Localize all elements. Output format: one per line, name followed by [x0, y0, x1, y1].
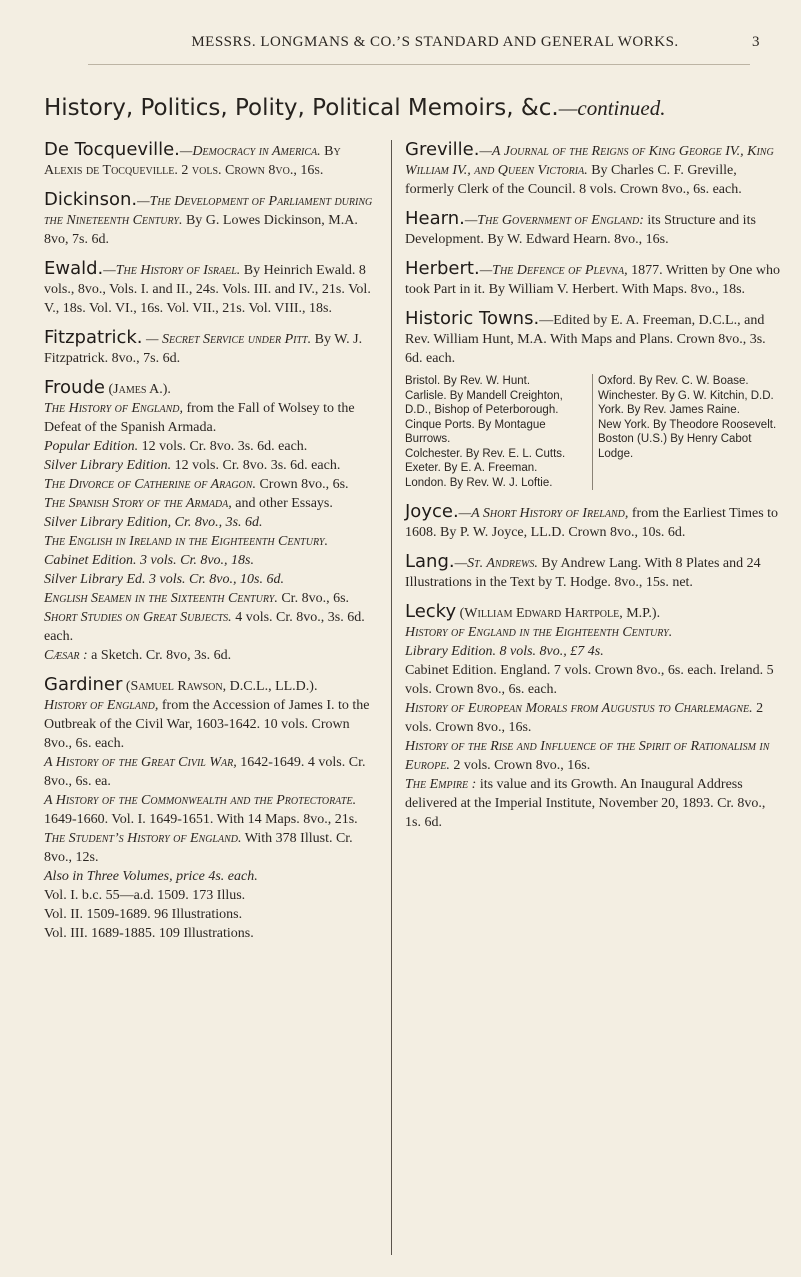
- book-text: 4 vols. Cr. 8vo., 3s. 6d. each.: [44, 610, 365, 644]
- entry-body: 1877. Written by One who took Part in it. By William V. Herbert. With Maps. 8vo., 18s.: [405, 263, 780, 297]
- entry-title: —The Development of Parliament during the Nineteenth Century.: [44, 194, 373, 228]
- entry-body: from the Earliest Times to 1608. By P. W. Joyce, LL.D. Crown 8vo., 10s. 6d.: [405, 506, 779, 540]
- entry-head: Herbert.: [405, 258, 480, 279]
- book-text: Crown 8vo., 6s.: [255, 477, 349, 492]
- edition-text: 12 vols. Cr. 8vo. 3s. 6d. each.: [138, 439, 308, 454]
- book-text: a Sketch. Cr. 8vo, 3s. 6d.: [87, 648, 232, 663]
- section-title-text: History, Politics, Polity, Political Memoirs, &c.: [44, 95, 559, 121]
- entry-head: Greville.: [405, 139, 480, 160]
- entry-body: By Charles C. F. Greville, formerly Clerk of the Council. 8 vols. Crown 8vo., 6s. each.: [405, 163, 742, 197]
- right-column: [405, 140, 781, 842]
- entry-author: (William Edward Hartpole, M.P.).: [456, 606, 661, 621]
- town-item: London. By Rev. W. J. Loftie.: [405, 476, 553, 489]
- entry-head: Hearn.: [405, 208, 465, 229]
- book-title: History of European Morals from Augustus to Charlemagne.: [405, 701, 753, 716]
- book-text: 1642-1649. 4 vols. Cr. 8vo., 6s. ea.: [44, 755, 366, 789]
- book-text: With 378 Illust. Cr. 8vo., 12s.: [44, 831, 353, 865]
- entry-head: De Tocqueville.: [44, 139, 180, 160]
- book-title: History of England in the Eighteenth Century.: [405, 625, 673, 640]
- entry-historic-towns: [405, 309, 781, 490]
- book-text: from the Accession of James I. to the Outbreak of the Civil War, 1603-1642. 10 vols. Crown 8vo., 6s. each.: [44, 698, 370, 751]
- edition-text: Cabinet Edition. England. 7 vols. Crown 8vo., 6s. each. Ireland. 5 vols. Crown 8vo., 6s. each.: [405, 663, 774, 697]
- entry-lang: [405, 552, 781, 592]
- entry-head: Dickinson.: [44, 189, 138, 210]
- entry-ewald: [44, 259, 376, 318]
- town-item: New York. By Theodore Roosevelt.: [598, 418, 777, 431]
- edition-text: Library Edition. 8 vols. 8vo., £7 4s.: [405, 644, 604, 659]
- book-title: A History of the Great Civil War,: [44, 755, 237, 770]
- entry-head: Fitzpatrick.: [44, 327, 143, 348]
- book-title: The Divorce of Catherine of Aragon.: [44, 477, 256, 492]
- book-text: its value and its Growth. An Inaugural Address delivered at the Imperial Institute, November 20, 1893. Cr. 8vo., 1s. 6d.: [405, 777, 766, 830]
- page-number: 3: [752, 34, 760, 50]
- entry-tocqueville: [44, 140, 376, 180]
- edition-text: Also in Three Volumes, price 4s. each.: [44, 869, 258, 884]
- entry-body: By W. J. Fitzpatrick. 8vo., 7s. 6d.: [44, 332, 363, 366]
- entry-dickinson: [44, 190, 376, 249]
- entry-title: —The History of Israel.: [103, 263, 241, 278]
- towns-column-1: [405, 374, 593, 490]
- entry-title: —The Government of England:: [464, 213, 644, 228]
- header-rule: [88, 64, 750, 65]
- volume-line: Vol. II. 1509-1689. 96 Illustrations.: [44, 907, 243, 922]
- entry-hearn: [405, 209, 781, 249]
- book-text: Cr. 8vo., 6s.: [277, 591, 350, 606]
- book-text: 2 vols. Crown 8vo., 16s.: [449, 758, 591, 773]
- entry-author: (Samuel Rawson, D.C.L., LL.D.).: [122, 679, 318, 694]
- town-item: Carlisle. By Mandell Creighton, D.D., Bishop of Peterborough.: [405, 389, 563, 416]
- entry-body: By Andrew Lang. With 8 Plates and 24 Illustrations in the Text by T. Hodge. 8vo., 15s. net.: [405, 556, 761, 590]
- edition-text: 12 vols. Cr. 8vo. 3s. 6d. each.: [171, 458, 341, 473]
- edition-text: Silver Library Edition, Cr. 8vo., 3s. 6d.: [44, 515, 263, 530]
- entry-head: Lang.: [405, 551, 455, 572]
- book-title: The Spanish Story of the Armada,: [44, 496, 232, 511]
- book-title: The Empire :: [405, 777, 477, 792]
- book-title: History of England,: [44, 698, 159, 713]
- entry-desc: from the Fall of Wolsey to the Defeat of the Spanish Armada.: [44, 401, 355, 435]
- entry-body: By Alexis de Tocqueville. 2 vols. Crown 8vo., 16s.: [44, 144, 341, 178]
- entry-head: Gardiner: [44, 674, 123, 695]
- book-text: 1649-1660. Vol. I. 1649-1651. With 14 Maps. 8vo., 21s.: [44, 812, 358, 827]
- running-header: [90, 34, 780, 51]
- running-title: MESSRS. LONGMANS & CO.’S STANDARD AND GENERAL WORKS.: [191, 34, 679, 50]
- book-text: and other Essays.: [231, 496, 333, 511]
- entry-title: The History of England,: [44, 401, 183, 416]
- book-title: English Seamen in the Sixteenth Century.: [44, 591, 278, 606]
- town-item: Exeter. By E. A. Freeman.: [405, 462, 538, 474]
- town-item: Oxford. By Rev. C. W. Boase.: [598, 375, 749, 387]
- entry-title: —Democracy in America.: [179, 144, 321, 159]
- entry-joyce: [405, 502, 781, 542]
- entry-head: Lecky: [405, 601, 457, 622]
- edition-label: Silver Library Edition.: [44, 458, 172, 473]
- book-title: History of the Rise and Influence of the Spirit of Rationalism in Europe.: [405, 739, 770, 773]
- entry-lecky: [405, 602, 781, 832]
- entry-head: Froude: [44, 377, 105, 398]
- entry-head: Ewald.: [44, 258, 104, 279]
- book-title: Short Studies on Great Subjects.: [44, 610, 232, 625]
- book-title: The Student’s History of England.: [44, 831, 242, 846]
- entry-herbert: [405, 259, 781, 299]
- entry-title: —The Defence of Plevna,: [479, 263, 628, 278]
- book-title: Cæsar :: [44, 648, 88, 663]
- entry-head: Joyce.: [405, 501, 459, 522]
- edition-text: Cabinet Edition. 3 vols. Cr. 8vo., 18s.: [44, 553, 254, 568]
- entry-body: —Edited by E. A. Freeman, D.C.L., and Rev. William Hunt, M.A. With Maps and Plans. Crown 8vo., 3s. 6d. each.: [405, 313, 766, 366]
- left-column: [44, 140, 376, 953]
- entry-body: its Structure and its Development. By W. Edward Hearn. 8vo., 16s.: [405, 213, 756, 247]
- town-item: Boston (U.S.) By Henry Cabot Lodge.: [598, 433, 752, 460]
- entry-gardiner: [44, 675, 376, 943]
- entry-body: By Heinrich Ewald. 8 vols., 8vo., Vols. I. and II., 24s. Vols. III. and IV., 21s. Vol. V., 18s. Vol. VI., 16s. Vol. VII., 21s. Vol. VIII., 18s.: [44, 263, 371, 316]
- entry-body: By G. Lowes Dickinson, M.A. 8vo, 7s. 6d.: [44, 213, 358, 247]
- towns-list: [405, 374, 781, 490]
- entry-title: —A Journal of the Reigns of King George IV., King William IV., and Queen Victoria.: [405, 144, 774, 178]
- town-item: Colchester. By Rev. E. L. Cutts.: [405, 447, 566, 460]
- volume-line: Vol. III. 1689-1885. 109 Illustrations.: [44, 926, 254, 941]
- column-divider: [391, 140, 392, 1255]
- entry-head: Historic Towns.: [405, 308, 540, 329]
- towns-column-2: [593, 374, 781, 490]
- edition-text: Silver Library Ed. 3 vols. Cr. 8vo., 10s. 6d.: [44, 572, 284, 587]
- entry-title: —A Short History of Ireland,: [458, 506, 629, 521]
- entry-greville: [405, 140, 781, 199]
- town-item: York. By Rev. James Raine.: [598, 404, 740, 416]
- entry-fitzpatrick: [44, 328, 376, 368]
- book-title: A History of the Commonwealth and the Protectorate.: [44, 793, 357, 808]
- edition-label: Popular Edition.: [44, 439, 139, 454]
- entry-author: (James A.).: [104, 382, 171, 397]
- volume-line: Vol. I. b.c. 55—a.d. 1509. 173 Illus.: [44, 888, 246, 903]
- town-item: Cinque Ports. By Montague Burrows.: [405, 418, 546, 445]
- entry-froude: [44, 378, 376, 665]
- book-title: The English in Ireland in the Eighteenth Century.: [44, 534, 328, 549]
- section-continued: —continued.: [558, 96, 666, 120]
- town-item: Bristol. By Rev. W. Hunt.: [405, 375, 531, 387]
- entry-title: —St. Andrews.: [454, 556, 538, 571]
- town-item: Winchester. By G. W. Kitchin, D.D.: [598, 389, 774, 402]
- entry-title: — Secret Service under Pitt.: [142, 332, 312, 347]
- book-text: 2 vols. Crown 8vo., 16s.: [405, 701, 764, 735]
- section-title: [44, 95, 784, 121]
